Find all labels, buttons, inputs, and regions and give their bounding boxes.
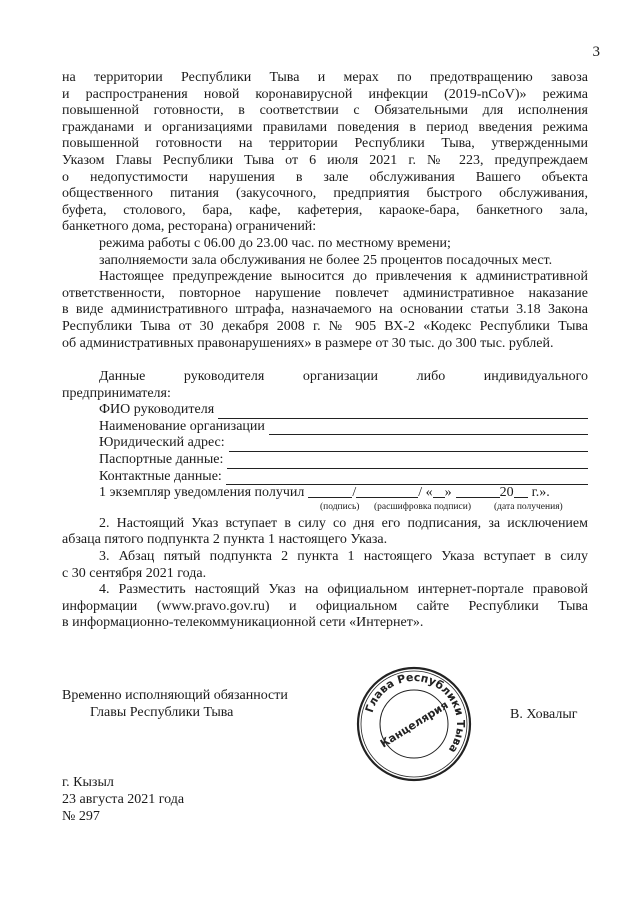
text-line: и распространения новой коронавирусной инфекции (2019-nCoV)» режима [62,86,588,102]
form-field-label: Паспортные данные: [99,452,224,468]
form-field-label: Наименование организации [99,418,265,434]
signature-blank [308,485,352,498]
paragraph-restrictions [62,70,588,219]
restriction-item-hours: режима работы с 06.00 до 23.00 час. по местному времени; [99,235,451,251]
text-line: о недопустимости нарушения в зале обслуживания Вашего объекта [62,169,588,185]
form-field-blank [218,406,588,419]
month-blank [456,485,500,498]
year-blank [514,485,528,498]
form-heading-cont: предпринимателя: [62,385,171,401]
receipt-year-suffix: г.». [531,485,550,501]
form-field-label: Контактные данные: [99,468,222,484]
document-body [62,70,588,632]
form-field-blank [226,472,588,485]
paragraph-restrictions-last-line: банкетного дома, ресторана) ограничений: [62,219,317,235]
caption-signature: (подпись) [320,501,360,512]
position-line-2: Главы Республики Тыва [90,705,234,720]
receipt-date-close: » [444,485,452,501]
form-field-blank [229,439,588,452]
paragraph-warning [62,269,588,335]
stamp-inner-text: Канцелярия [377,698,451,751]
restriction-item-occupancy: заполняемости зала обслуживания не более 25 процентов посадочных мест. [99,252,553,268]
text-line: ответственности, повторное нарушение повлечет административное наказание [62,285,588,301]
form-field-row [62,419,588,436]
document-place-date [62,775,184,825]
form-field-row [62,435,588,452]
text-line: Республики Тыва от 30 декабря 2008 г. № 905 ВХ-2 «Кодекс Республики Тыва [62,318,588,334]
receipt-line [62,485,588,502]
receipt-slash: / [352,485,357,501]
form-field-row [62,452,588,469]
form-field-row [62,402,588,419]
form-fields [62,402,588,485]
text-line: Указом Главы Республики Тыва от 6 июля 2021 г. № 223, предупреждаем [62,152,588,168]
caption-date: (дата получения) [494,501,563,512]
form-heading: Данные руководителя организации либо индивидуального [99,369,588,385]
clause-4-line-3: в информационно-телекоммуникационной сети «Интернет». [62,615,424,631]
paragraph-warning-last-line: об административных правонарушениях» в размере от 30 тыс. до 300 тыс. рублей. [62,335,554,351]
clause-3-line-1: 3. Абзац пятый подпункта 2 пункта 1 настоящего Указа вступает в силу [99,549,588,565]
text-line: Настоящее предупреждение выносится до привлечения к административной [99,269,588,285]
form-field-blank [227,456,588,469]
decree-number: № 297 [62,808,100,824]
decryption-blank [356,485,418,498]
form-field-label: Юридический адрес: [99,435,225,451]
text-line: общественного питания (закусочного, предприятия быстрого обслуживания, [62,186,588,202]
receipt-year: 20 [499,485,514,501]
clause-2-line-2: абзаца пятого подпункта 2 пункта 1 настоящего Указа. [62,532,388,548]
text-line: гражданами и организациями правилами поведения в период введения режима [62,119,588,135]
clause-4-line-2: информации (www.pravo.gov.ru) и официальном сайте Республики Тыва [62,598,588,614]
form-field-label: ФИО руководителя [99,402,215,418]
office-stamp [354,664,474,784]
page-number: 3 [592,44,600,60]
form-field-row [62,469,588,486]
text-line: повышенной готовности на территории Республики Тыва, утвержденными [62,136,588,152]
decree-date: 23 августа 2021 года [62,791,185,807]
text-line: на территории Республики Тыва и мерах по предотвращению завоза [62,70,588,85]
city: г. Кызыл [62,775,114,790]
signatory-position [62,687,288,721]
form-field-blank [269,422,588,435]
caption-decryption: (расшифровка подписи) [374,501,471,512]
receipt-date-open: / « [418,485,433,501]
signatory-name: В. Ховалыг [510,707,578,722]
text-line: в виде административного штрафа, назначаемого на основании статьи 3.18 Закона [62,302,588,318]
position-line-1: Временно исполняющий обязанности [62,688,288,703]
day-blank [433,485,445,498]
text-line: буфета, столового, бара, кафе, кафетерия, караоке-бара, банкетного зала, [62,202,588,218]
clause-3-line-2: с 30 сентября 2021 года. [62,565,207,581]
clause-2-line-1: 2. Настоящий Указ вступает в силу со дня его подписания, за исключением [99,515,588,531]
text-line: повышенной готовности, в соответствии с Обязательными для исполнения [62,103,588,119]
receipt-captions [62,502,588,516]
receipt-text: 1 экземпляр уведомления получил [99,485,305,501]
clause-4-line-1: 4. Разместить настоящий Указ на официальном интернет-портале правовой [99,582,588,598]
stamp-outer-text: Глава Республики Тыва [362,670,468,756]
